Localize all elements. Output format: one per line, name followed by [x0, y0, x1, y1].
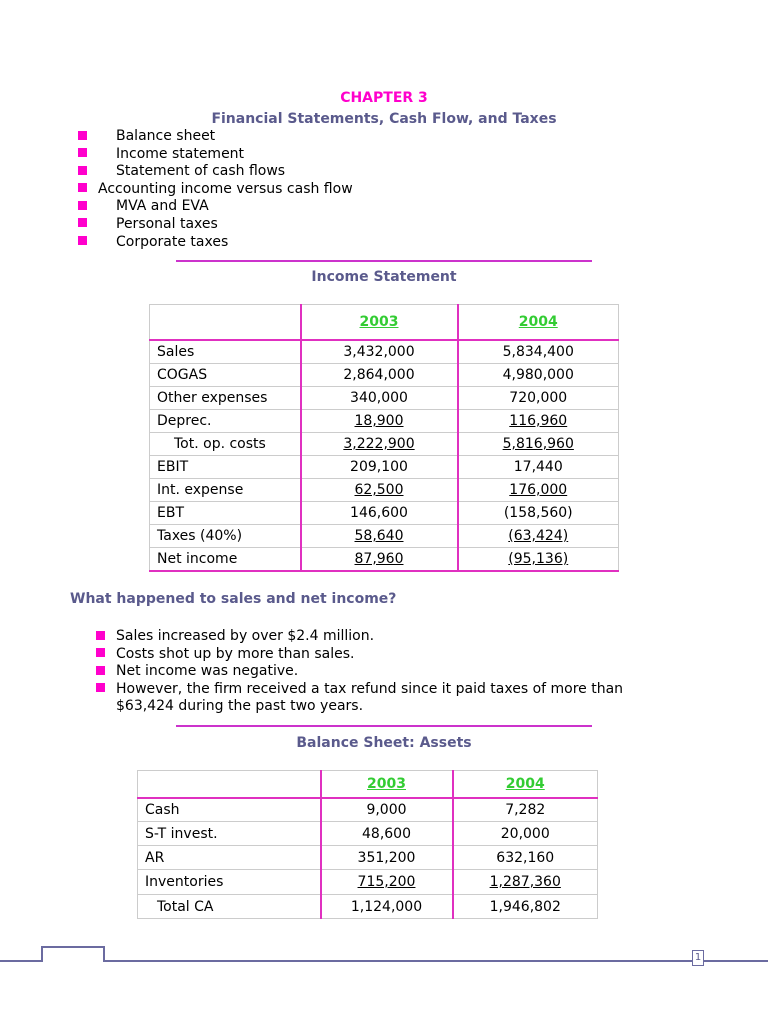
list-item: MVA and EVA	[78, 198, 87, 216]
balance-sheet-table	[137, 770, 598, 919]
bullet-square-icon	[78, 166, 87, 175]
bullet-square-icon	[78, 236, 87, 245]
cell-2003: 146,600	[301, 502, 458, 525]
answer-list	[96, 628, 624, 716]
bullet-square-icon	[96, 648, 105, 657]
cell-2004: 5,816,960	[458, 433, 619, 456]
cell-2003: 3,432,000	[301, 340, 458, 364]
divider	[176, 725, 592, 727]
cell-2003: 62,500	[301, 479, 458, 502]
bullet-square-icon	[78, 131, 87, 140]
table-row	[138, 822, 598, 846]
bullet-square-icon	[78, 201, 87, 210]
list-item: Costs shot up by more than sales.	[96, 646, 105, 664]
year-header-2004: 2004	[458, 305, 619, 340]
row-label: EBT	[150, 502, 301, 525]
row-label: Tot. op. costs	[150, 433, 301, 456]
row-label: Other expenses	[150, 387, 301, 410]
table-row	[150, 340, 619, 364]
cell-2003: 1,124,000	[321, 895, 453, 919]
chapter-heading: CHAPTER 3	[340, 90, 428, 106]
list-item: However, the firm received a tax refund since it paid taxes of more than	[96, 681, 105, 699]
cell-2004: 1,946,802	[453, 895, 598, 919]
row-label: AR	[138, 846, 321, 870]
row-label: S-T invest.	[138, 822, 321, 846]
table-row	[150, 387, 619, 410]
table-row	[138, 870, 598, 895]
cell-2004: 176,000	[458, 479, 619, 502]
divider	[176, 260, 592, 262]
row-label: Taxes (40%)	[150, 525, 301, 548]
topic-list	[78, 128, 353, 251]
row-label: Cash	[138, 798, 321, 822]
cell-2004: 20,000	[453, 822, 598, 846]
bullet-square-icon	[78, 183, 87, 192]
cell-2003: 18,900	[301, 410, 458, 433]
row-label: Inventories	[138, 870, 321, 895]
table-row	[138, 798, 598, 822]
list-item: Statement of cash flows	[78, 163, 87, 181]
table-row	[150, 548, 619, 571]
list-item-continuation: $63,424 during the past two years.	[116, 698, 364, 714]
table-header-cell	[150, 305, 301, 340]
row-label: Net income	[150, 548, 301, 571]
table-row	[138, 895, 598, 919]
bullet-square-icon	[96, 631, 105, 640]
cell-2003: 58,640	[301, 525, 458, 548]
row-label: Int. expense	[150, 479, 301, 502]
bullet-square-icon	[96, 683, 105, 692]
list-item: Accounting income versus cash flow	[78, 181, 87, 199]
chapter-subtitle: Financial Statements, Cash Flow, and Taxes	[211, 111, 557, 127]
list-item: Income statement	[78, 146, 87, 164]
cell-2003: 87,960	[301, 548, 458, 571]
cell-2004: 4,980,000	[458, 364, 619, 387]
cell-2004: 17,440	[458, 456, 619, 479]
cell-2004: 5,834,400	[458, 340, 619, 364]
list-item: Balance sheet	[78, 128, 87, 146]
list-item: Sales increased by over $2.4 million.	[96, 628, 105, 646]
table-row	[150, 502, 619, 525]
row-label: Sales	[150, 340, 301, 364]
table-header-row	[138, 771, 598, 798]
list-item: Net income was negative.	[96, 663, 105, 681]
cell-2003: 9,000	[321, 798, 453, 822]
cell-2003: 3,222,900	[301, 433, 458, 456]
cell-2003: 2,864,000	[301, 364, 458, 387]
table-header-row	[150, 305, 619, 340]
balance-sheet-title: Balance Sheet: Assets	[296, 735, 472, 751]
cell-2003: 48,600	[321, 822, 453, 846]
year-header-2003: 2003	[321, 771, 453, 798]
cell-2004: 7,282	[453, 798, 598, 822]
table-row	[138, 846, 598, 870]
footer-rule	[0, 960, 768, 962]
cell-2004: 1,287,360	[453, 870, 598, 895]
cell-2003: 209,100	[301, 456, 458, 479]
income-statement-title: Income Statement	[311, 269, 457, 285]
cell-2004: (63,424)	[458, 525, 619, 548]
year-header-2004: 2004	[453, 771, 598, 798]
income-statement-table	[149, 304, 619, 572]
row-label: COGAS	[150, 364, 301, 387]
table-row	[150, 410, 619, 433]
row-label: Total CA	[138, 895, 321, 919]
table-row	[150, 456, 619, 479]
page-number: 1	[692, 950, 704, 966]
table-row	[150, 433, 619, 456]
table-row	[150, 479, 619, 502]
question-heading: What happened to sales and net income?	[70, 591, 397, 607]
cell-2004: 632,160	[453, 846, 598, 870]
list-item: Personal taxes	[78, 216, 87, 234]
cell-2003: 715,200	[321, 870, 453, 895]
bullet-square-icon	[78, 148, 87, 157]
cell-2004: 116,960	[458, 410, 619, 433]
table-header-cell	[138, 771, 321, 798]
cell-2003: 351,200	[321, 846, 453, 870]
row-label: Deprec.	[150, 410, 301, 433]
table-row	[150, 364, 619, 387]
cell-2004: 720,000	[458, 387, 619, 410]
row-label: EBIT	[150, 456, 301, 479]
cell-2003: 340,000	[301, 387, 458, 410]
bullet-square-icon	[96, 666, 105, 675]
table-row	[150, 525, 619, 548]
list-item: Corporate taxes	[78, 234, 87, 252]
footer-tab-decoration	[41, 946, 105, 962]
bullet-square-icon	[78, 218, 87, 227]
cell-2004: (95,136)	[458, 548, 619, 571]
cell-2004: (158,560)	[458, 502, 619, 525]
year-header-2003: 2003	[301, 305, 458, 340]
